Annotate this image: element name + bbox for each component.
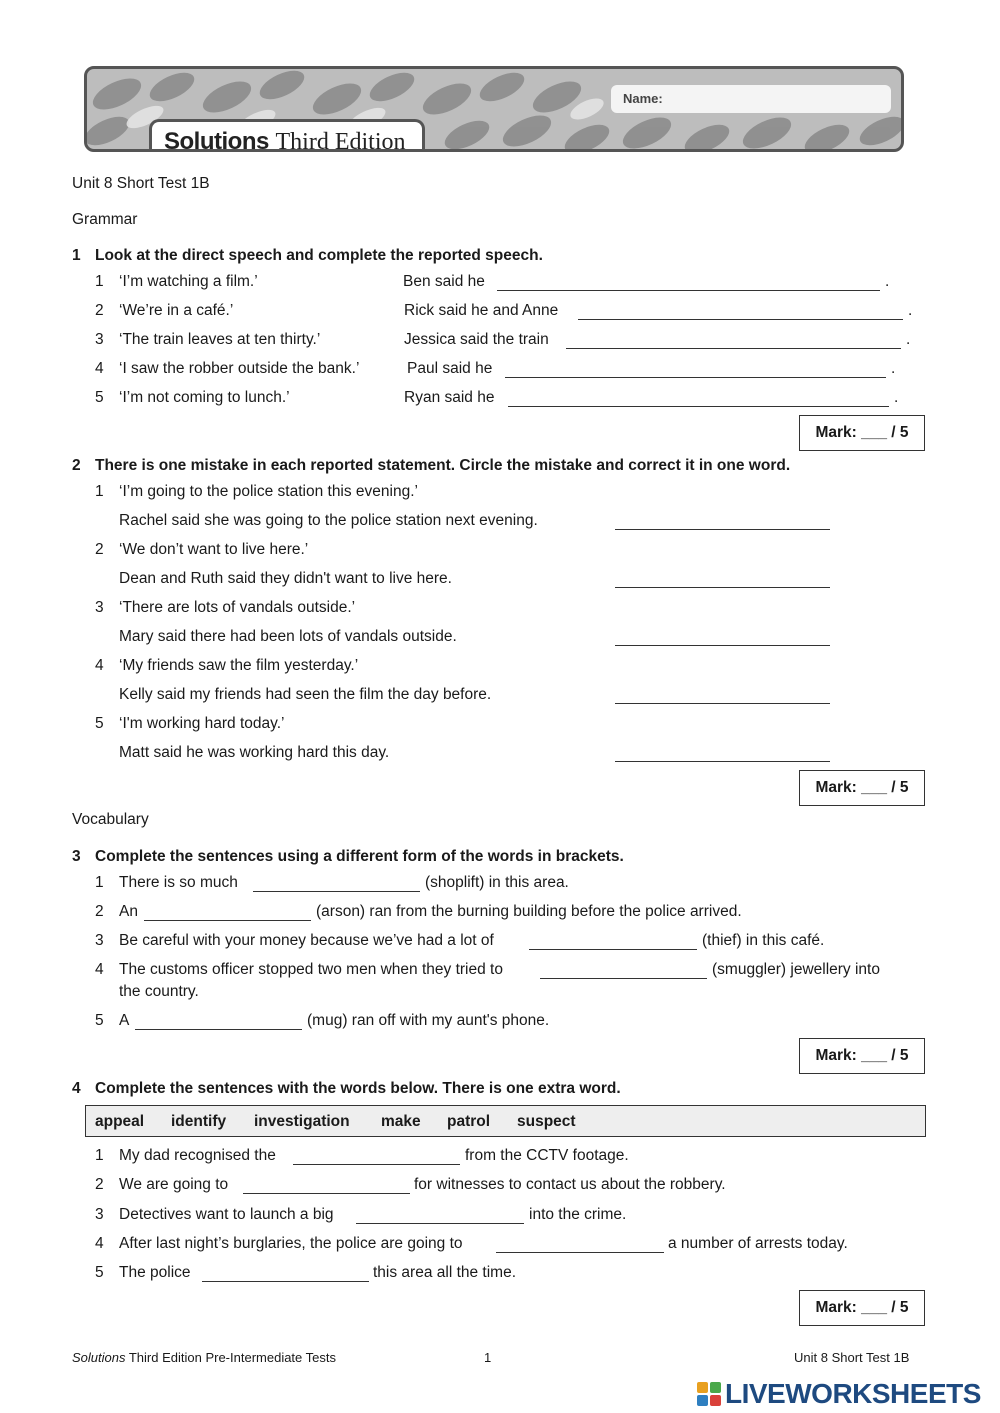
q3-item-number: 4 [95,961,104,978]
q4-text-before: The police [119,1264,191,1281]
answer-blank[interactable] [202,1281,369,1282]
answer-blank[interactable] [135,1029,302,1030]
q1-item-number: 3 [95,331,104,348]
q1-item-number: 5 [95,389,104,406]
q4-number: 4 [72,1080,81,1097]
q4-item-number: 4 [95,1235,104,1252]
q2-reported-statement[interactable]: Rachel said she was going to the police station next evening. [119,512,538,529]
q1-item-number: 1 [95,273,104,290]
q3-text-before: An [119,903,138,920]
q1-instruction: Look at the direct speech and complete the reported speech. [95,247,543,264]
q3-text-before: There is so much [119,874,238,891]
mark-box: Mark: ___ / 5 [799,415,925,451]
word-bank-item: suspect [517,1113,576,1130]
q2-number: 2 [72,457,81,474]
word-bank-item: identify [171,1113,227,1130]
q4-text-after: a number of arrests today. [668,1235,848,1252]
correction-blank[interactable] [615,587,830,588]
q3-text-before: A [119,1012,130,1029]
correction-blank[interactable] [615,703,830,704]
q3-text-continued: the country. [119,983,199,1000]
header-banner [84,66,904,152]
q4-text-before: After last night’s burglaries, the police are going to [119,1235,463,1252]
q2-direct-speech: ‘My friends saw the film yesterday.’ [119,657,359,674]
q3-text-before: The customs officer stopped two men when they tried to [119,961,503,978]
q3-item-number: 3 [95,932,104,949]
q4-text-after: from the CCTV footage. [465,1147,629,1164]
q3-text-after: (smuggler) jewellery into [712,961,880,978]
q3-item-number: 1 [95,874,104,891]
q2-item-number: 1 [95,483,104,500]
word-bank-item: make [381,1113,421,1130]
answer-blank[interactable] [566,348,901,349]
answer-blank[interactable] [540,978,707,979]
q1-end: . [885,273,890,290]
q1-number: 1 [72,247,81,264]
q3-text-after: (arson) ran from the burning building before the police arrived. [316,903,742,920]
q4-text-after: into the crime. [529,1206,627,1223]
q2-direct-speech: ‘I’m going to the police station this evening.’ [119,483,418,500]
answer-blank[interactable] [243,1193,410,1194]
q2-direct-speech: ‘I'm working hard today.’ [119,715,285,732]
q4-text-before: Detectives want to launch a big [119,1206,334,1223]
word-bank-item: investigation [254,1113,350,1130]
name-label: Name: [623,91,663,106]
footer-left [72,1350,336,1365]
word-bank [85,1105,926,1137]
q4-item-number: 2 [95,1176,104,1193]
brand-logo [164,128,405,152]
q2-reported-statement[interactable]: Mary said there had been lots of vandals outside. [119,628,457,645]
correction-blank[interactable] [615,761,830,762]
answer-blank[interactable] [356,1223,524,1224]
answer-blank[interactable] [497,290,880,291]
answer-blank[interactable] [253,891,420,892]
liveworksheets-icon [697,1382,721,1406]
footer-left-rest: Third Edition Pre-Intermediate Tests [125,1350,336,1365]
answer-blank[interactable] [529,949,697,950]
footer-right: Unit 8 Short Test 1B [794,1350,910,1365]
q1-end: . [894,389,899,406]
q4-text-after: for witnesses to contact us about the robbery. [414,1176,726,1193]
q1-end: . [891,360,896,377]
q4-item-number: 1 [95,1147,104,1164]
q4-text-before: We are going to [119,1176,229,1193]
brand-rest: Third Edition [275,129,406,152]
answer-blank[interactable] [578,319,903,320]
q3-text-before: Be careful with your money because we’ve had a lot of [119,932,494,949]
answer-blank[interactable] [496,1252,664,1253]
page-number: 1 [484,1350,492,1365]
footer-italic: Solutions [72,1350,126,1365]
correction-blank[interactable] [615,645,830,646]
q2-direct-speech: ‘There are lots of vandals outside.’ [119,599,356,616]
q2-item-number: 2 [95,541,104,558]
q1-direct-speech: ‘I saw the robber outside the bank.’ [119,360,360,377]
brand-bold: Solutions [164,128,269,152]
q2-reported-statement[interactable]: Kelly said my friends had seen the film the day before. [119,686,492,703]
q3-text-after: (mug) ran off with my aunt's phone. [307,1012,550,1029]
answer-blank[interactable] [508,406,889,407]
q4-text-after: this area all the time. [373,1264,517,1281]
q1-direct-speech: ‘The train leaves at ten thirty.’ [119,331,321,348]
q3-number: 3 [72,848,81,865]
q2-item-number: 5 [95,715,104,732]
q1-reported-start: Jessica said the train [404,331,549,348]
q1-reported-start: Ben said he [403,273,485,290]
q1-item-number: 2 [95,302,104,319]
mark-box: Mark: ___ / 5 [799,1038,925,1074]
q2-direct-speech: ‘We don’t want to live here.’ [119,541,309,558]
answer-blank[interactable] [144,920,311,921]
grammar-heading: Grammar [72,211,138,228]
q1-direct-speech: ‘I’m not coming to lunch.’ [119,389,290,406]
vocabulary-heading: Vocabulary [72,811,149,828]
q1-end: . [906,331,911,348]
q1-direct-speech: ‘I’m watching a film.’ [119,273,258,290]
q2-reported-statement[interactable]: Matt said he was working hard this day. [119,744,390,761]
q1-end: . [908,302,913,319]
correction-blank[interactable] [615,529,830,530]
q1-reported-start: Paul said he [407,360,493,377]
mark-box: Mark: ___ / 5 [799,1290,925,1326]
q1-reported-start: Ryan said he [404,389,495,406]
mark-box: Mark: ___ / 5 [799,770,925,806]
name-field[interactable] [611,85,891,113]
q2-reported-statement[interactable]: Dean and Ruth said they didn't want to live here. [119,570,452,587]
answer-blank[interactable] [505,377,886,378]
q1-direct-speech: ‘We’re in a café.’ [119,302,234,319]
q3-instruction: Complete the sentences using a different form of the words in brackets. [95,848,624,865]
q3-text-after: (thief) in this café. [702,932,825,949]
word-bank-item: appeal [95,1113,145,1130]
q4-item-number: 5 [95,1264,104,1281]
q4-instruction: Complete the sentences with the words below. There is one extra word. [95,1080,621,1097]
q1-item-number: 4 [95,360,104,377]
liveworksheets-text: LIVEWORKSHEETS [725,1378,981,1409]
word-bank-item: patrol [447,1113,491,1130]
q2-item-number: 3 [95,599,104,616]
q4-text-before: My dad recognised the [119,1147,276,1164]
answer-blank[interactable] [293,1164,460,1165]
test-title: Unit 8 Short Test 1B [72,175,210,192]
brand-tab [149,119,425,152]
q3-text-after: (shoplift) in this area. [425,874,569,891]
q3-item-number: 5 [95,1012,104,1029]
q2-instruction: There is one mistake in each reported statement. Circle the mistake and correct it in one word. [95,457,791,474]
q4-item-number: 3 [95,1206,104,1223]
q2-item-number: 4 [95,657,104,674]
q3-item-number: 2 [95,903,104,920]
q1-reported-start: Rick said he and Anne [404,302,559,319]
